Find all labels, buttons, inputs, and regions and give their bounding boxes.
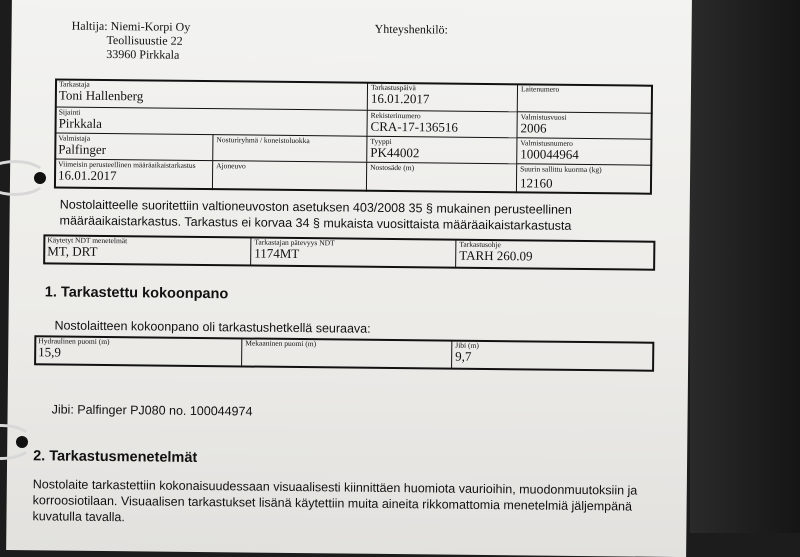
cell-mechanical-boom (241, 338, 451, 368)
cell-ndt-qualification (250, 238, 455, 268)
section-2-line-1: Nostolaite tarkastettiin kokonaisuudessaan visuaalisesti kiinnittäen huomiota vaurioihin, muodonmuutoksiin ja (32, 477, 638, 498)
ndt-method-label: Käytetyt NDT menetelmät (47, 235, 128, 246)
cell-date (367, 83, 517, 112)
ndt-qualification-label: Tarkastajan pätevyys NDT (254, 237, 335, 248)
group-label: Nosturiryhmä / koneistoluokka (216, 135, 310, 146)
cell-ndt-guide (455, 240, 655, 270)
ndt-method-value: MT, DRT (47, 243, 98, 259)
register-label: Rekisterinumero (370, 110, 421, 121)
cell-location (56, 106, 367, 135)
boom-table (34, 335, 654, 371)
owner-postal: 33960 Pirkkala (106, 46, 180, 62)
section-1-title: 1. Tarkastettu kokoonpano (44, 284, 229, 303)
hydraulic-boom-value: 15,9 (38, 344, 62, 360)
date-value: 16.01.2017 (370, 90, 430, 107)
radius-label: Nostosäde (m) (370, 162, 415, 173)
last-inspection-label: Viimeisin perusteellinen määräaikaistarkastus (58, 159, 196, 170)
section-2-line-3: kuvatulla tavalla. (32, 509, 125, 525)
maker-label: Valmistaja (58, 133, 91, 143)
section-1-text: Nostolaitteen kokoonpano oli tarkastushetkellä seuraava: (54, 318, 371, 336)
type-value: PK44002 (370, 144, 420, 161)
cell-jib (451, 341, 654, 371)
owner-name: Haltija: Niemi-Korpi Oy (71, 18, 191, 34)
jib-label: Jibi (m) (455, 340, 479, 350)
last-inspection-value: 16.01.2017 (57, 167, 117, 184)
section-2-line-2: korroosiotilaan. Visuaalisen tarkastukset lisänä käytettiin muita aineita rikkomattomia menetelmiä jäljempänä (32, 493, 633, 514)
cell-serial (516, 137, 652, 164)
cell-register (366, 110, 516, 138)
cell-maker (55, 132, 212, 160)
cell-inspector (56, 79, 367, 109)
cell-radius (366, 162, 516, 194)
background-shadow (690, 0, 800, 533)
maker-value: Palfinger (58, 141, 107, 157)
device-no-label: Laitenumero (520, 84, 560, 94)
ndt-guide-label: Tarkastusohje (459, 239, 501, 250)
max-load-label: Suurin sallittu kuorma (kg) (520, 164, 602, 175)
cell-year (516, 111, 652, 138)
jib-description: Jibi: Palfinger PJ080 no. 100044974 (51, 402, 253, 419)
location-label: Sijainti (58, 107, 81, 117)
cell-vehicle (212, 160, 366, 192)
type-label: Tyyppi (370, 136, 392, 146)
cell-last-inspection (55, 158, 212, 190)
cell-type (366, 136, 516, 164)
info-table (54, 78, 653, 194)
document-page (6, 0, 692, 557)
date-label: Tarkastuspäivä (370, 82, 416, 93)
ndt-table (43, 234, 655, 270)
intro-line-1: Nostolaitteelle suoritettiin valtioneuvoston asetuksen 403/2008 35 § mukainen perusteellinen (59, 197, 572, 217)
serial-label: Valmistusnumero (520, 138, 573, 148)
mechanical-boom-label: Mekaaninen puomi (m) (245, 338, 317, 349)
owner-street: Teollisuustie 22 (106, 32, 183, 48)
cell-hydraulic-boom (35, 336, 241, 366)
register-value: CRA-17-136516 (370, 118, 459, 135)
ndt-guide-value: TARH 260.09 (459, 247, 533, 264)
location-value: Pirkkala (58, 115, 103, 131)
cell-max-load (516, 163, 652, 194)
inspector-label: Tarkastaja (58, 79, 90, 89)
max-load-value: 12160 (519, 175, 553, 191)
section-2-title: 2. Tarkastusmenetelmät (33, 448, 198, 466)
vehicle-label: Ajoneuvo (216, 161, 246, 171)
jib-value: 9,7 (455, 348, 472, 364)
year-label: Valmistusvuosi (520, 112, 567, 122)
cell-ndt-method (44, 235, 250, 265)
hydraulic-boom-label: Hydraulinen puomi (m) (38, 336, 110, 347)
contact-label: Yhteyshenkilö: (374, 21, 449, 37)
intro-line-2: määräaikaistarkastus. Tarkastus ei korvaa 34 § mukaista vuosittaista määräaikaistarkastusta (59, 213, 572, 233)
serial-value: 100044964 (520, 146, 579, 162)
inspector-value: Toni Hallenberg (58, 87, 144, 104)
year-value: 2006 (520, 120, 547, 136)
cell-device-no (517, 84, 653, 112)
cell-group (212, 134, 366, 162)
ndt-qualification-value: 1174MT (254, 245, 300, 262)
